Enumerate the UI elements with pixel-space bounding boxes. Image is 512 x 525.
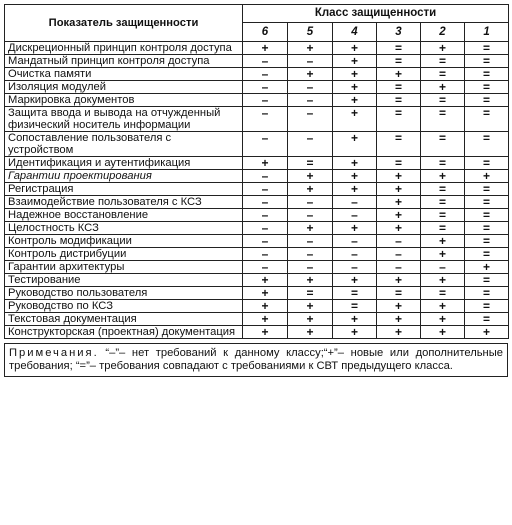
requirement-mark: = [465,274,509,287]
requirement-mark: = [465,222,509,235]
requirement-mark: = [377,55,421,68]
table-row [5,326,509,339]
requirement-mark: + [377,68,421,81]
requirement-mark: + [288,42,333,55]
requirement-mark: = [377,42,421,55]
table-row [5,235,509,248]
requirement-mark: = [465,235,509,248]
requirement-mark: + [288,183,333,196]
requirement-mark: – [288,261,333,274]
requirement-mark: = [421,132,465,157]
requirement-mark: – [288,94,333,107]
class-header: 3 [377,22,421,41]
requirement-mark: – [288,209,333,222]
indicator-name: Гарантии архитектуры [5,261,243,274]
requirement-mark: = [421,68,465,81]
requirement-mark: – [243,261,288,274]
requirement-mark: – [333,261,377,274]
indicator-name: Надежное восстановление [5,209,243,222]
requirement-mark: = [377,94,421,107]
table-row [5,287,509,300]
requirement-mark: = [465,209,509,222]
indicator-name: Контроль модификации [5,235,243,248]
class-header: 4 [333,22,377,41]
table-row [5,132,509,157]
requirement-mark: + [333,313,377,326]
requirement-mark: + [333,94,377,107]
table-row [5,107,509,132]
table-row [5,313,509,326]
requirement-mark: + [377,170,421,183]
footnote-label: Примечания. [9,347,99,359]
requirement-mark: = [421,287,465,300]
requirement-mark: + [333,157,377,170]
footnote-text: “–”– нет требований к данному классу;“+”– новые или дополнительные требования; “=”– требования совпадают с требованиями к СВТ предыдущего класса. [9,347,503,372]
requirement-mark: – [243,248,288,261]
requirement-mark: – [243,68,288,81]
requirement-mark: + [288,68,333,81]
table-row [5,209,509,222]
requirement-mark: – [243,107,288,132]
requirement-mark: + [421,81,465,94]
requirement-mark: = [421,196,465,209]
requirement-mark: = [465,94,509,107]
requirement-mark: + [288,300,333,313]
requirement-mark: = [421,222,465,235]
indicator-name: Целостность КСЗ [5,222,243,235]
requirement-mark: + [333,170,377,183]
requirement-mark: – [377,235,421,248]
requirement-mark: – [243,94,288,107]
table-row [5,222,509,235]
indicator-name: Защита ввода и вывода на отчужденный физический носитель информации [5,107,243,132]
requirement-mark: = [377,107,421,132]
requirement-mark: + [465,170,509,183]
requirement-mark: + [243,157,288,170]
requirement-mark: – [333,235,377,248]
requirement-mark: = [465,68,509,81]
requirement-mark: – [243,81,288,94]
requirement-mark: + [288,170,333,183]
indicator-name: Текстовая документация [5,313,243,326]
requirement-mark: = [333,287,377,300]
indicator-name: Конструкторская (проектная) документация [5,326,243,339]
requirement-mark: = [465,157,509,170]
requirement-mark: + [421,313,465,326]
table-body [5,42,509,339]
requirement-mark: = [465,55,509,68]
requirement-mark: = [377,287,421,300]
requirement-mark: = [288,157,333,170]
indicator-name: Очистка памяти [5,68,243,81]
requirement-mark: + [377,209,421,222]
requirement-mark: + [243,313,288,326]
requirement-mark: + [377,326,421,339]
requirement-mark: – [377,261,421,274]
requirement-mark: + [377,313,421,326]
indicator-name: Дискреционный принцип контроля доступа [5,42,243,55]
indicator-name: Регистрация [5,183,243,196]
class-group-header: Класс защищенности [243,5,509,23]
requirement-mark: + [243,274,288,287]
requirement-mark: – [288,55,333,68]
requirement-mark: – [243,222,288,235]
requirement-mark: + [288,326,333,339]
requirement-mark: – [288,248,333,261]
table-row [5,94,509,107]
requirement-mark: = [465,42,509,55]
requirement-mark: = [465,300,509,313]
indicator-name: Взаимодействие пользователя с КСЗ [5,196,243,209]
requirement-mark: + [377,300,421,313]
indicator-name: Руководство по КСЗ [5,300,243,313]
table-row [5,196,509,209]
table-row [5,81,509,94]
indicator-name: Сопоставление пользователя с устройством [5,132,243,157]
class-header: 2 [421,22,465,41]
requirement-mark: + [333,42,377,55]
requirement-mark: + [333,183,377,196]
table-row [5,274,509,287]
class-header: 6 [243,22,288,41]
requirement-mark: + [421,326,465,339]
requirement-mark: – [288,196,333,209]
indicator-name: Тестирование [5,274,243,287]
requirement-mark: + [377,222,421,235]
requirement-mark: – [421,261,465,274]
requirement-mark: – [243,55,288,68]
indicator-column-header: Показатель защищенности [5,5,243,42]
requirement-mark: = [333,300,377,313]
requirement-mark: = [421,55,465,68]
requirement-mark: = [421,209,465,222]
requirement-mark: – [243,132,288,157]
requirement-mark: = [465,313,509,326]
requirement-mark: – [333,248,377,261]
requirement-mark: + [421,248,465,261]
requirement-mark: = [421,107,465,132]
requirement-mark: + [333,68,377,81]
requirement-mark: – [288,132,333,157]
requirement-mark: + [333,274,377,287]
requirement-mark: + [465,261,509,274]
requirement-mark: + [288,313,333,326]
requirement-mark: + [333,107,377,132]
requirement-mark: – [288,107,333,132]
requirement-mark: + [377,274,421,287]
requirement-mark: = [421,94,465,107]
table-row [5,300,509,313]
requirement-mark: = [465,107,509,132]
requirement-mark: = [377,157,421,170]
requirement-mark: – [243,196,288,209]
class-header: 1 [465,22,509,41]
requirement-mark: + [288,274,333,287]
requirement-mark: = [377,81,421,94]
requirement-mark: + [288,222,333,235]
requirement-mark: = [465,81,509,94]
footnote [4,343,508,377]
security-classes-table [4,4,509,339]
table-row [5,55,509,68]
requirement-mark: = [377,132,421,157]
requirement-mark: + [333,326,377,339]
requirement-mark: = [288,287,333,300]
requirement-mark: + [333,222,377,235]
requirement-mark: = [465,132,509,157]
requirement-mark: – [333,196,377,209]
requirement-mark: – [333,209,377,222]
table-row [5,157,509,170]
indicator-name: Идентификация и аутентификация [5,157,243,170]
table-row [5,170,509,183]
requirement-mark: – [288,81,333,94]
indicator-name: Гарантии проектирования [5,170,243,183]
requirement-mark: – [243,170,288,183]
table-row [5,42,509,55]
requirement-mark: – [243,235,288,248]
table-row [5,248,509,261]
requirement-mark: + [377,183,421,196]
requirement-mark: + [421,42,465,55]
requirement-mark: + [243,300,288,313]
requirement-mark: = [465,287,509,300]
requirement-mark: + [243,42,288,55]
table-row [5,68,509,81]
table-row [5,183,509,196]
requirement-mark: = [465,196,509,209]
indicator-name: Маркировка документов [5,94,243,107]
requirement-mark: – [288,235,333,248]
requirement-mark: + [421,300,465,313]
indicator-name: Изоляция модулей [5,81,243,94]
requirement-mark: + [333,81,377,94]
requirement-mark: + [333,132,377,157]
requirement-mark: + [421,235,465,248]
requirement-mark: + [333,55,377,68]
indicator-name: Мандатный принцип контроля доступа [5,55,243,68]
requirement-mark: + [243,287,288,300]
requirement-mark: – [243,183,288,196]
requirement-mark: = [421,157,465,170]
requirement-mark: + [377,196,421,209]
table-row [5,261,509,274]
requirement-mark: + [465,326,509,339]
requirement-mark: = [465,248,509,261]
requirement-mark: + [421,274,465,287]
requirement-mark: = [421,183,465,196]
requirement-mark: + [243,326,288,339]
requirement-mark: – [243,209,288,222]
requirement-mark: – [377,248,421,261]
requirement-mark: = [465,183,509,196]
indicator-name: Контроль дистрибуции [5,248,243,261]
class-header: 5 [288,22,333,41]
indicator-name: Руководство пользователя [5,287,243,300]
requirement-mark: + [421,170,465,183]
